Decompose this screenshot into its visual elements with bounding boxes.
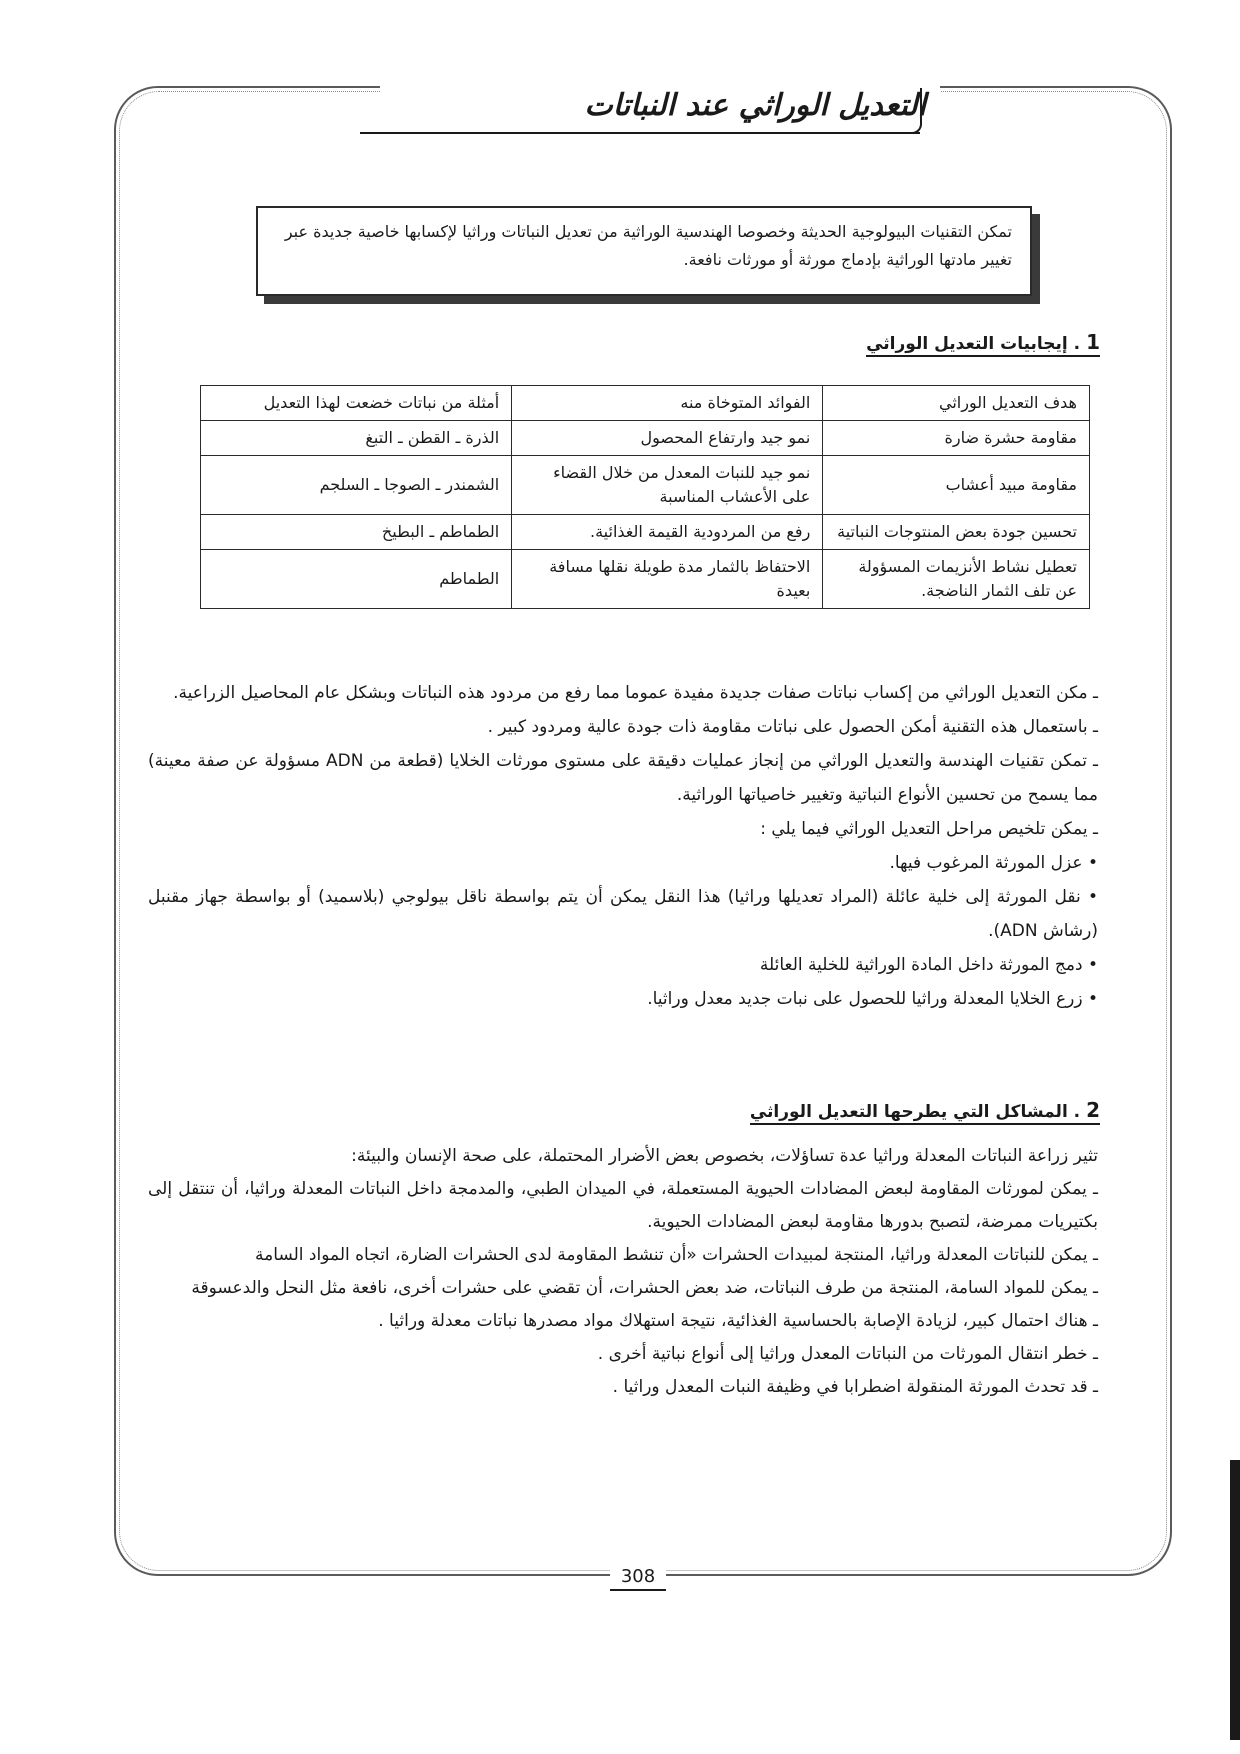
table-cell: الذرة ـ القطن ـ التبغ bbox=[201, 421, 512, 456]
table-cell: الطماطم ـ البطيخ bbox=[201, 515, 512, 550]
paragraph: ـ مكن التعديل الوراثي من إكساب نباتات صفات جديدة مفيدة عموما مما رفع من مردود هذه النباتات وبشكل عام المحاصيل الزراعية. bbox=[173, 683, 1098, 703]
table-cell: رفع من المردودية القيمة الغذائية. bbox=[512, 515, 823, 550]
table-cell: الشمندر ـ الصوجا ـ السلجم bbox=[201, 456, 512, 515]
page-number: 308 bbox=[610, 1565, 666, 1591]
section2-number: 2 bbox=[1086, 1098, 1100, 1122]
paragraph: ـ خطر انتقال المورثات من النباتات المعدل وراثيا إلى أنواع نباتية أخرى . bbox=[597, 1344, 1098, 1364]
table-cell: تعطيل نشاط الأنزيمات المسؤولة عن تلف الثمار الناضجة. bbox=[823, 550, 1090, 609]
paragraph: تثير زراعة النباتات المعدلة وراثيا عدة تساؤلات، بخصوص بعض الأضرار المحتملة، على صحة الإنسان والبيئة: bbox=[351, 1146, 1098, 1166]
section1-body bbox=[148, 676, 1098, 1016]
table-cell: نمو جيد للنبات المعدل من خلال القضاء على الأعشاب المناسبة bbox=[512, 456, 823, 515]
paragraph: ـ هناك احتمال كبير، لزيادة الإصابة بالحساسية الغذائية، نتيجة استهلاك مواد مصدرها نباتات معدلة وراثيا . bbox=[378, 1311, 1098, 1331]
table-row bbox=[201, 550, 1090, 609]
section2-heading: 2 . المشاكل التي يطرحها التعديل الوراثي bbox=[750, 1098, 1100, 1125]
paragraph: ـ يمكن تلخيص مراحل التعديل الوراثي فيما يلي : bbox=[760, 819, 1098, 839]
table-row bbox=[201, 515, 1090, 550]
section1-title: إيجابيات التعديل الوراثي bbox=[866, 334, 1068, 354]
paragraph: ـ يمكن للنباتات المعدلة وراثيا، المنتجة لمبيدات الحشرات «أن تنشط المقاومة لدى الحشرات الضارة، اتجاه المواد السامة bbox=[255, 1245, 1098, 1265]
list-item: • عزل المورثة المرغوب فيها. bbox=[889, 853, 1098, 873]
table-header-cell: أمثلة من نباتات خضعت لهذا التعديل bbox=[201, 386, 512, 421]
section1-number: 1 bbox=[1086, 330, 1100, 354]
list-item: • دمج المورثة داخل المادة الوراثية للخلية العائلة bbox=[759, 955, 1098, 975]
table-header-cell: هدف التعديل الوراثي bbox=[823, 386, 1090, 421]
table-row bbox=[201, 456, 1090, 515]
paragraph: ـ تمكن تقنيات الهندسة والتعديل الوراثي من إنجاز عمليات دقيقة على مستوى مورثات الخلايا (قطعة من ADN مسؤولة عن صفة معينة) مما يسمح من تحسين الأنواع النباتية وتغيير خاصياتها الوراثية. bbox=[148, 751, 1098, 805]
paragraph: ـ يمكن لمورثات المقاومة لبعض المضادات الحيوية المستعملة، في الميدان الطبي، والمدمجة داخل النباتات المعدلة وراثيا، أن تنتقل إلى بكتيريات ممرضة، لتصبح بدورها مقاومة لبعض المضادات الحيوية. bbox=[148, 1179, 1098, 1232]
intro-box bbox=[256, 206, 1032, 296]
section2-body bbox=[148, 1140, 1098, 1404]
table-row bbox=[201, 421, 1090, 456]
paragraph: ـ باستعمال هذه التقنية أمكن الحصول على نباتات مقاومة ذات جودة عالية ومردود كبير . bbox=[487, 717, 1098, 737]
table-cell: مقاومة مبيد أعشاب bbox=[823, 456, 1090, 515]
benefits-table bbox=[200, 385, 1090, 609]
list-item: • زرع الخلايا المعدلة وراثيا للحصول على نبات جديد معدل وراثيا. bbox=[647, 989, 1098, 1009]
intro-text: تمكن التقنيات البيولوجية الحديثة وخصوصا الهندسية الوراثية من تعديل النباتات وراثيا لإكسابها خاصية جديدة عبر تغيير مادتها الوراثية بإدماج مورثة أو مورثات نافعة. bbox=[284, 222, 1012, 269]
table-cell: تحسين جودة بعض المنتوجات النباتية bbox=[823, 515, 1090, 550]
table-cell: الاحتفاظ بالثمار مدة طويلة نقلها مسافة بعيدة bbox=[512, 550, 823, 609]
section2-title: المشاكل التي يطرحها التعديل الوراثي bbox=[749, 1102, 1068, 1122]
scan-edge-mark bbox=[1230, 1460, 1240, 1740]
list-item: • نقل المورثة إلى خلية عائلة (المراد تعديلها وراثيا) هذا النقل يمكن أن يتم بواسطة ناقل بيولوجي (بلاسميد) أو بواسطة جهاز مقنبل (رشاش ADN). bbox=[148, 887, 1098, 941]
section1-heading: 1 . إيجابيات التعديل الوراثي bbox=[866, 330, 1100, 357]
title-hook bbox=[908, 88, 922, 134]
page-title: التعديل الوراثي عند النباتات bbox=[584, 88, 926, 123]
table-header-row bbox=[201, 386, 1090, 421]
paragraph: ـ قد تحدث المورثة المنقولة اضطرابا في وظيفة النبات المعدل وراثيا . bbox=[612, 1377, 1098, 1397]
table-cell: مقاومة حشرة ضارة bbox=[823, 421, 1090, 456]
paragraph: ـ يمكن للمواد السامة، المنتجة من طرف النباتات، ضد بعض الحشرات، أن تقضي على حشرات أخرى، نافعة مثل النحل والدعسوقة bbox=[191, 1278, 1098, 1298]
table-cell: الطماطم bbox=[201, 550, 512, 609]
table-cell: نمو جيد وارتفاع المحصول bbox=[512, 421, 823, 456]
table-header-cell: الفوائد المتوخاة منه bbox=[512, 386, 823, 421]
title-underline bbox=[360, 132, 920, 134]
